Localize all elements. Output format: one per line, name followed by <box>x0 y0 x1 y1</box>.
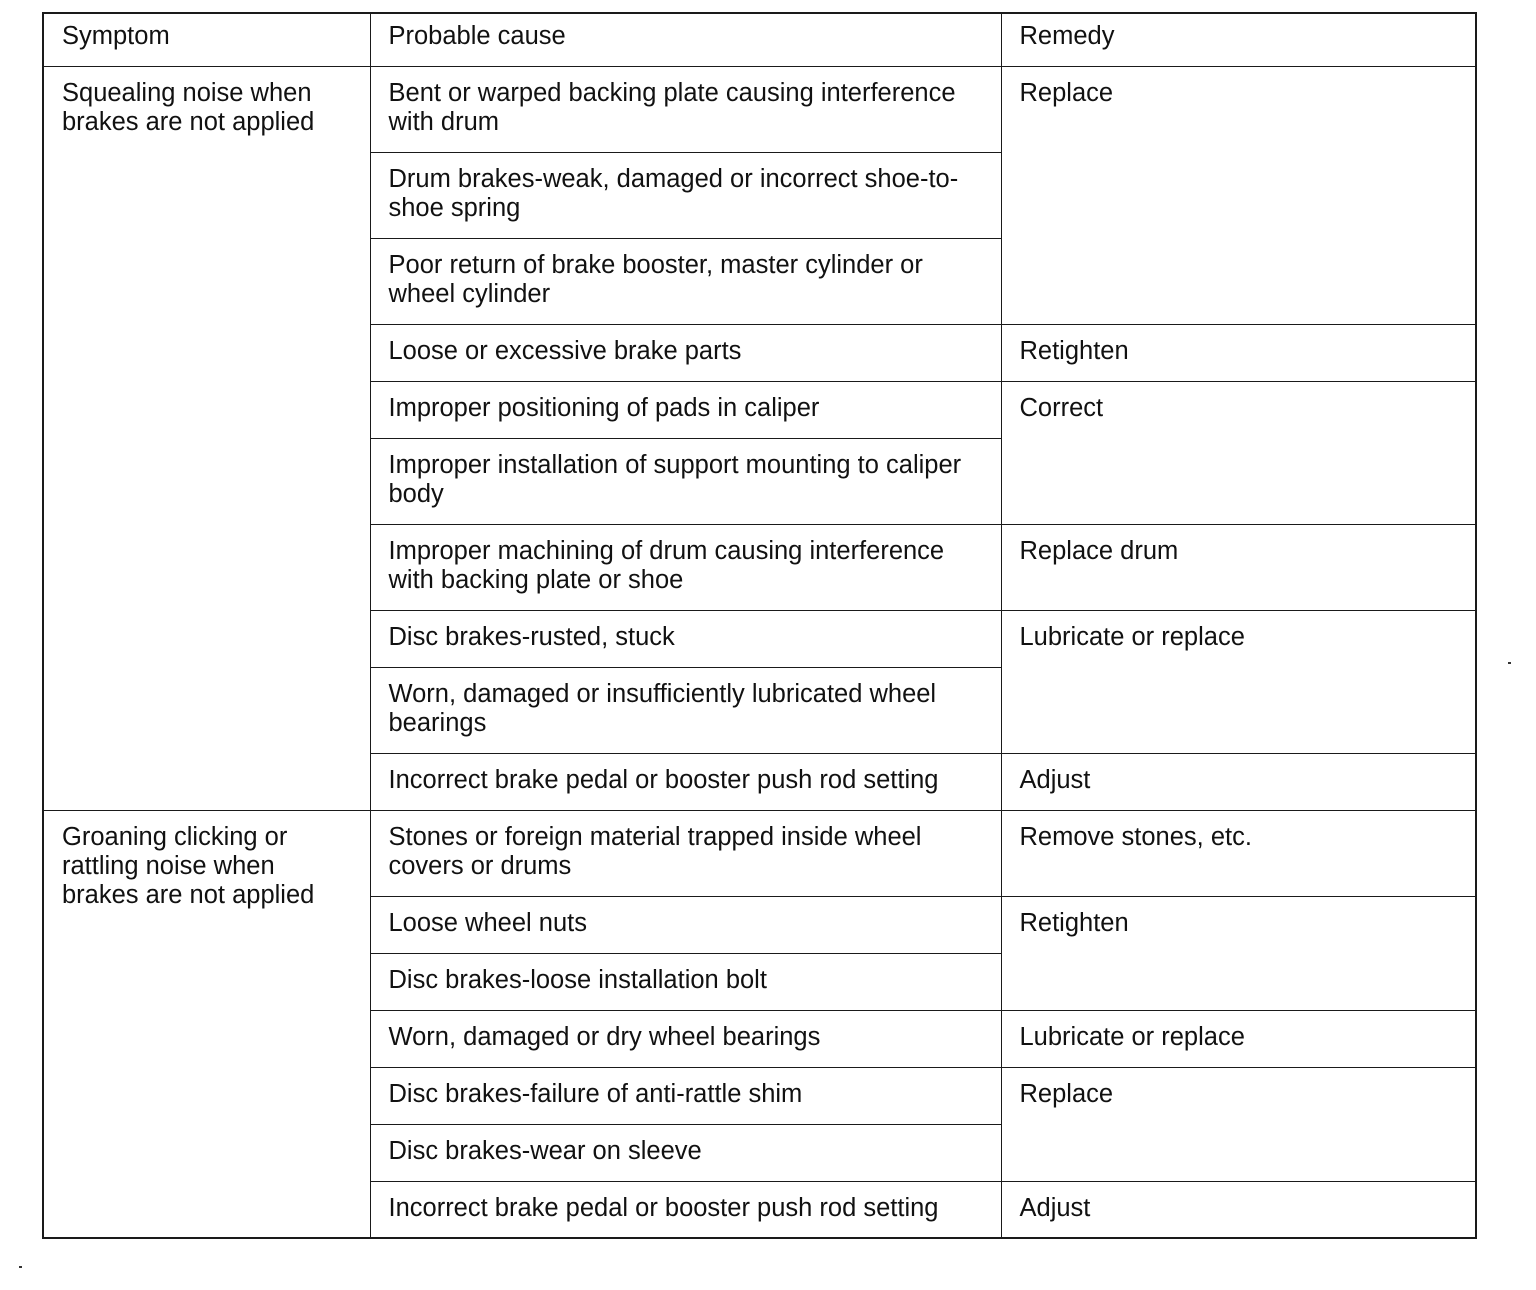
cause-cell: Bent or warped backing plate causing interference with drum <box>370 66 1001 152</box>
cause-cell: Disc brakes-failure of anti-rattle shim <box>370 1067 1001 1124</box>
cause-cell: Improper positioning of pads in caliper <box>370 381 1001 438</box>
scan-speck <box>1508 662 1511 664</box>
remedy-column-header: Remedy <box>1001 13 1476 66</box>
brake-noise-troubleshooting-table <box>42 12 1477 1239</box>
cause-cell: Incorrect brake pedal or booster push rod setting <box>370 753 1001 810</box>
symptom-column-header: Symptom <box>43 13 370 66</box>
cause-cell: Poor return of brake booster, master cylinder or wheel cylinder <box>370 238 1001 324</box>
remedy-cell: Lubricate or replace <box>1001 610 1476 753</box>
cause-cell: Disc brakes-loose installation bolt <box>370 953 1001 1010</box>
remedy-cell: Retighten <box>1001 896 1476 1010</box>
remedy-cell: Remove stones, etc. <box>1001 810 1476 896</box>
cause-cell: Incorrect brake pedal or booster push rod setting <box>370 1181 1001 1238</box>
cause-cell: Worn, damaged or dry wheel bearings <box>370 1010 1001 1067</box>
cause-cell: Improper installation of support mounting to caliper body <box>370 438 1001 524</box>
remedy-cell: Adjust <box>1001 1181 1476 1238</box>
cause-cell: Loose wheel nuts <box>370 896 1001 953</box>
cause-cell: Drum brakes-weak, damaged or incorrect shoe-to-shoe spring <box>370 152 1001 238</box>
remedy-cell: Correct <box>1001 381 1476 524</box>
symptom-cell: Groaning clicking or rattling noise when brakes are not applied <box>43 810 370 1238</box>
remedy-cell: Lubricate or replace <box>1001 1010 1476 1067</box>
remedy-cell: Replace <box>1001 66 1476 324</box>
symptom-cell: Squealing noise when brakes are not applied <box>43 66 370 810</box>
cause-cell: Stones or foreign material trapped inside wheel covers or drums <box>370 810 1001 896</box>
remedy-cell: Replace drum <box>1001 524 1476 610</box>
probable-cause-column-header: Probable cause <box>370 13 1001 66</box>
cause-cell: Improper machining of drum causing interference with backing plate or shoe <box>370 524 1001 610</box>
table-row <box>43 810 1476 896</box>
cause-cell: Loose or excessive brake parts <box>370 324 1001 381</box>
cause-cell: Worn, damaged or insufficiently lubricated wheel bearings <box>370 667 1001 753</box>
table-row <box>43 66 1476 152</box>
table-header-row <box>43 13 1476 66</box>
cause-cell: Disc brakes-wear on sleeve <box>370 1124 1001 1181</box>
cause-cell: Disc brakes-rusted, stuck <box>370 610 1001 667</box>
scan-speck <box>19 1266 22 1268</box>
remedy-cell: Adjust <box>1001 753 1476 810</box>
remedy-cell: Replace <box>1001 1067 1476 1181</box>
remedy-cell: Retighten <box>1001 324 1476 381</box>
